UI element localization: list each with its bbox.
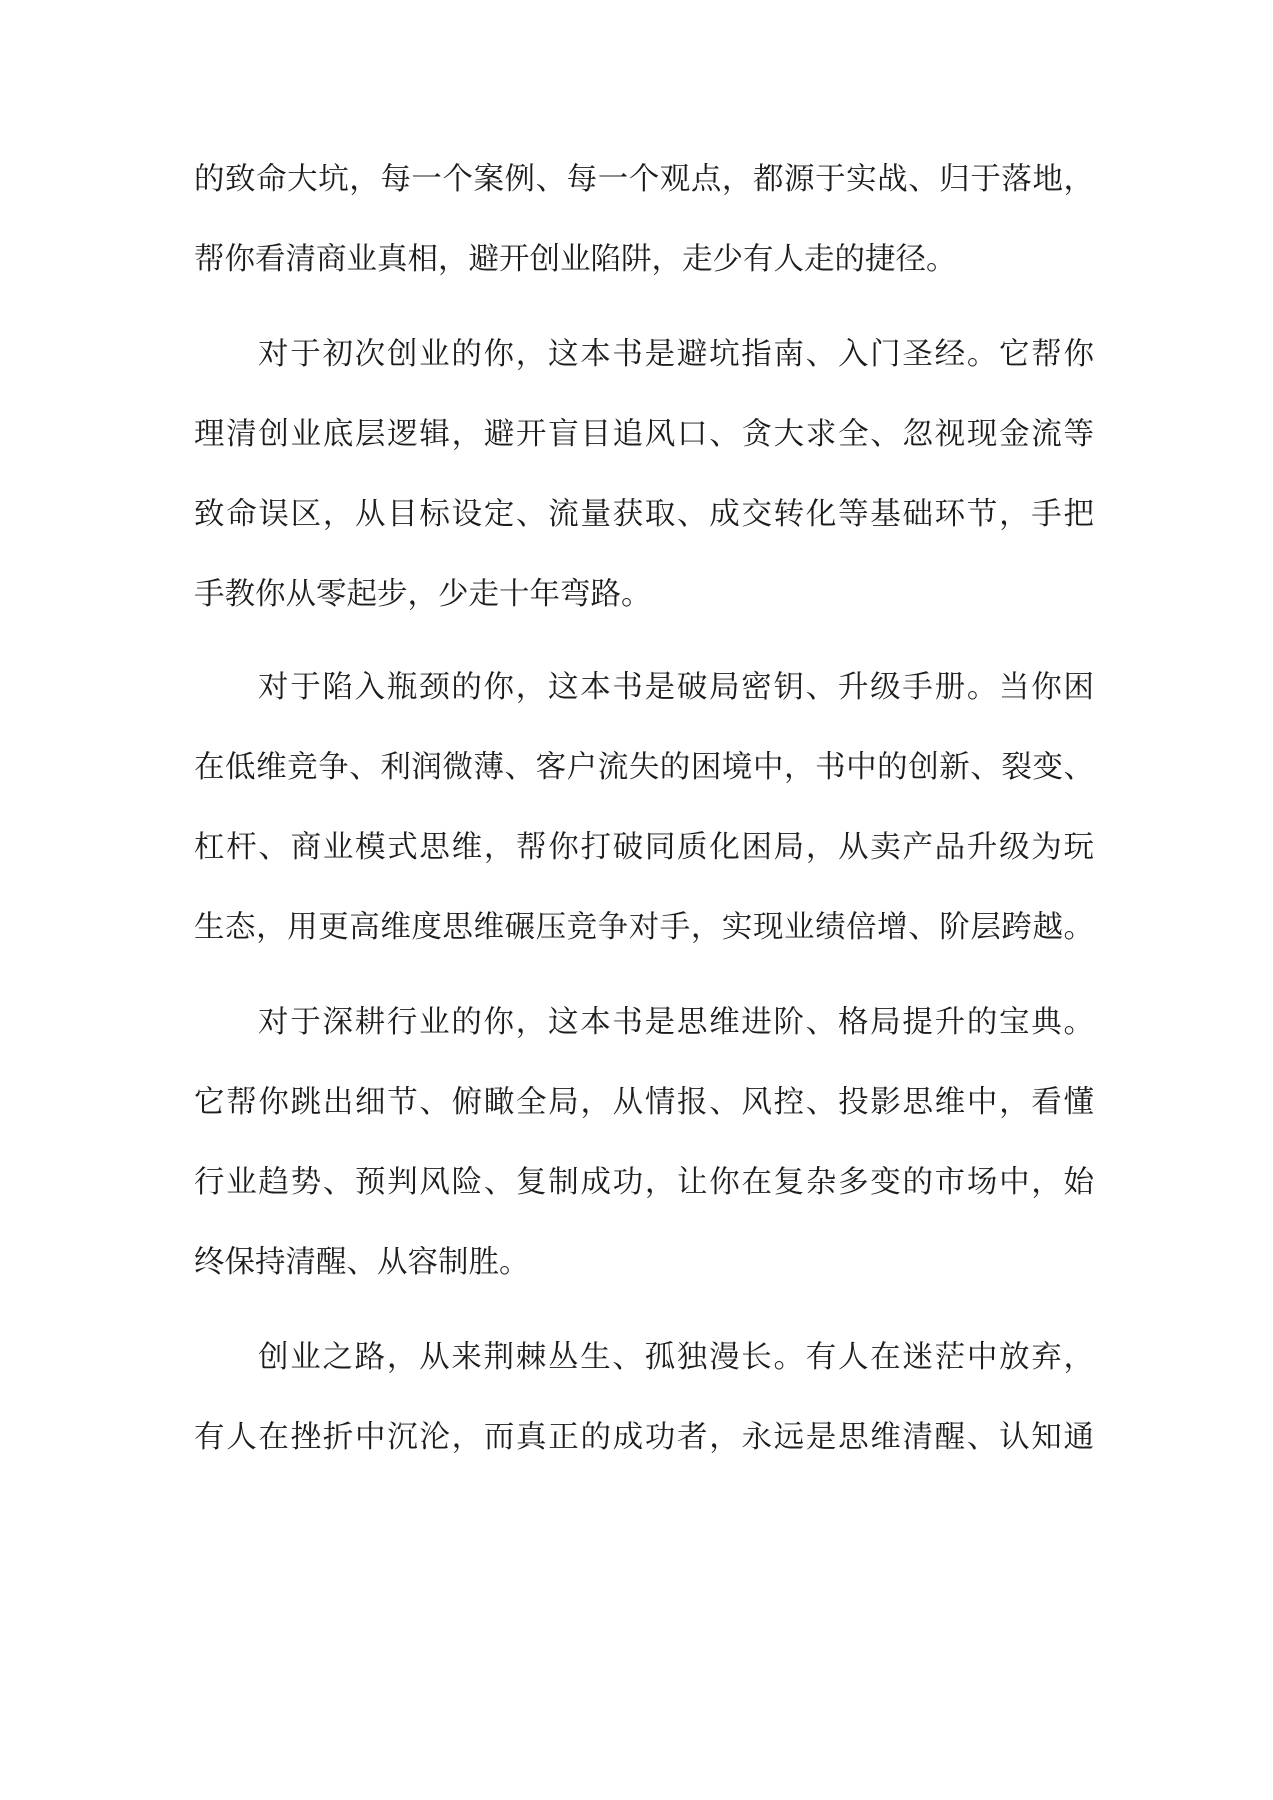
paragraph-start-line-7: 对于陷入瓶颈的你，这本书是破局密钥、升级手册。当你困 — [258, 670, 1094, 705]
text-line-13: 行业趋势、预判风险、复制成功，让你在复杂多变的市场中，始 — [194, 1165, 1094, 1200]
paragraph-start-line-3: 对于初次创业的你，这本书是避坑指南、入门圣经。它帮你 — [258, 337, 1094, 372]
paragraph-start-line-11: 对于深耕行业的你，这本书是思维进阶、格局提升的宝典。 — [258, 1005, 1094, 1040]
text-line-14: 终保持清醒、从容制胜。 — [194, 1245, 530, 1280]
text-line-6: 手教你从零起步，少走十年弯路。 — [194, 577, 652, 612]
paragraph-start-line-15: 创业之路，从来荆棘丛生、孤独漫长。有人在迷茫中放弃， — [258, 1340, 1094, 1375]
text-line-16: 有人在挫折中沉沦，而真正的成功者，永远是思维清醒、认知通 — [194, 1420, 1094, 1455]
text-line-10: 生态，用更高维度思维碾压竞争对手，实现业绩倍增、阶层跨越。 — [194, 910, 1094, 945]
text-line-1: 的致命大坑，每一个案例、每一个观点，都源于实战、归于落地， — [194, 162, 1094, 197]
text-line-8: 在低维竞争、利润微薄、客户流失的困境中，书中的创新、裂变、 — [194, 750, 1094, 785]
text-line-2: 帮你看清商业真相，避开创业陷阱，走少有人走的捷径。 — [194, 242, 957, 277]
text-line-9: 杠杆、商业模式思维，帮你打破同质化困局，从卖产品升级为玩 — [194, 830, 1094, 865]
text-line-4: 理清创业底层逻辑，避开盲目追风口、贪大求全、忽视现金流等 — [194, 417, 1094, 452]
text-line-12: 它帮你跳出细节、俯瞰全局，从情报、风控、投影思维中，看懂 — [194, 1085, 1094, 1120]
text-line-5: 致命误区，从目标设定、流量获取、成交转化等基础环节，手把 — [194, 497, 1094, 532]
